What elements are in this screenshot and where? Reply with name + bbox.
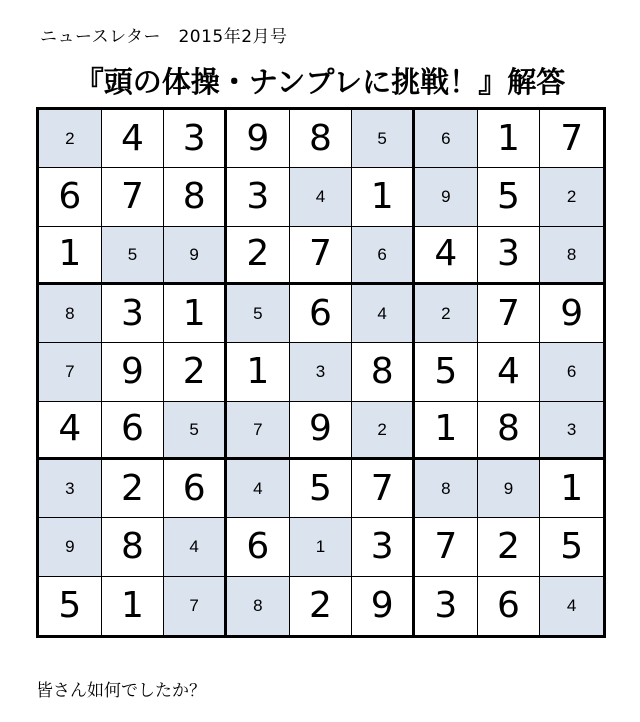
sudoku-cell [540,168,603,226]
given-digit: 1 [315,537,326,557]
sudoku-cell [227,168,290,226]
sudoku-cell [164,577,227,635]
answer-digit: 3 [246,175,270,217]
sudoku-cell [415,285,478,343]
sudoku-cell [478,343,541,401]
answer-digit: 3 [121,292,144,334]
given-digit: 3 [315,362,326,382]
sudoku-cell [352,227,415,285]
given-digit: 2 [65,129,75,149]
answer-digit: 8 [497,408,520,450]
sudoku-cell [352,402,415,460]
sudoku-cell [164,285,227,343]
answer-digit: 2 [121,467,144,509]
sudoku-cell [540,577,603,635]
answer-digit: 7 [121,175,144,217]
answer-digit: 1 [58,233,82,275]
sudoku-cell [164,460,227,518]
sudoku-cell [39,577,102,635]
answer-digit: 3 [497,233,520,275]
given-digit: 9 [65,537,75,557]
sudoku-cell [415,577,478,635]
answer-digit: 8 [121,525,144,567]
sudoku-cell [540,343,603,401]
sudoku-cell [352,110,415,168]
page-title: 『頭の体操・ナンプレに挑戦！』解答 [74,65,566,99]
answer-digit: 6 [121,408,144,450]
answer-digit: 7 [370,467,394,509]
sudoku-cell [227,343,290,401]
sudoku-cell [102,285,165,343]
answer-digit: 9 [246,117,270,159]
sudoku-cell [290,227,353,285]
answer-digit: 7 [560,117,584,159]
given-digit: 6 [377,244,387,264]
sudoku-cell [227,110,290,168]
answer-digit: 8 [309,117,332,159]
answer-digit: 1 [182,292,206,334]
given-digit: 4 [253,479,263,499]
sudoku-cell [102,227,165,285]
answer-digit: 5 [497,175,520,217]
answer-digit: 6 [497,584,520,626]
given-digit: 4 [189,537,199,557]
sudoku-cell [352,460,415,518]
sudoku-cell [164,402,227,460]
sudoku-answer-grid [36,107,606,638]
sudoku-cell [39,518,102,576]
sudoku-cell [164,518,227,576]
given-digit: 5 [189,419,199,439]
answer-digit: 9 [370,584,394,626]
answer-digit: 9 [309,408,332,450]
sudoku-cell [352,343,415,401]
given-digit: 2 [377,419,387,439]
given-digit: 5 [127,244,138,264]
sudoku-cell [415,402,478,460]
answer-digit: 4 [58,408,82,450]
sudoku-cell [478,227,541,285]
closing-message: 皆さん如何でしたか？ [36,681,206,701]
sudoku-cell [540,402,603,460]
sudoku-cell [352,168,415,226]
sudoku-cell [540,227,603,285]
given-digit: 8 [566,244,577,264]
answer-digit: 6 [309,292,332,334]
sudoku-cell [478,460,541,518]
answer-digit: 1 [370,175,394,217]
sudoku-cell [290,343,353,401]
answer-digit: 8 [182,175,206,217]
sudoku-cell [227,285,290,343]
sudoku-cell [540,110,603,168]
given-digit: 2 [441,304,451,324]
answer-digit: 1 [246,350,270,392]
sudoku-cell [290,518,353,576]
answer-digit: 5 [560,525,584,567]
sudoku-cell [102,168,165,226]
sudoku-cell [478,285,541,343]
sudoku-cell [290,577,353,635]
sudoku-cell [227,402,290,460]
given-digit: 3 [65,479,75,499]
answer-digit: 9 [121,350,144,392]
given-digit: 8 [253,596,263,616]
answer-digit: 9 [560,292,584,334]
given-digit: 8 [441,479,451,499]
sudoku-cell [415,518,478,576]
answer-digit: 6 [58,175,82,217]
given-digit: 5 [377,129,387,149]
sudoku-cell [39,402,102,460]
given-digit: 4 [377,304,387,324]
answer-digit: 4 [121,117,144,159]
answer-digit: 4 [497,350,520,392]
answer-digit: 7 [497,292,520,334]
answer-digit: 3 [370,525,394,567]
answer-digit: 6 [246,525,270,567]
sudoku-cell [478,402,541,460]
sudoku-cell [478,110,541,168]
sudoku-cell [39,168,102,226]
sudoku-cell [540,518,603,576]
sudoku-cell [227,460,290,518]
sudoku-cell [478,577,541,635]
sudoku-cell [164,168,227,226]
answer-digit: 2 [246,233,270,275]
sudoku-cell [102,518,165,576]
sudoku-cell [164,227,227,285]
sudoku-cell [102,343,165,401]
sudoku-cell [352,518,415,576]
given-digit: 3 [566,419,577,439]
answer-digit: 3 [434,584,458,626]
sudoku-cell [164,110,227,168]
answer-digit: 5 [434,350,458,392]
given-digit: 4 [315,187,326,207]
answer-digit: 2 [182,350,206,392]
given-digit: 2 [566,187,577,207]
given-digit: 6 [441,129,451,149]
sudoku-cell [290,402,353,460]
sudoku-cell [102,460,165,518]
sudoku-cell [164,343,227,401]
sudoku-cell [415,168,478,226]
given-digit: 4 [566,596,577,616]
answer-digit: 2 [309,584,332,626]
sudoku-cell [290,285,353,343]
sudoku-cell [478,518,541,576]
sudoku-cell [39,343,102,401]
newsletter-issue-label: ニュースレター 2015年2月号 [40,27,288,47]
sudoku-cell [227,577,290,635]
sudoku-cell [227,518,290,576]
answer-digit: 1 [497,117,520,159]
answer-digit: 6 [182,467,206,509]
given-digit: 7 [189,596,199,616]
sudoku-cell [39,285,102,343]
answer-digit: 2 [497,525,520,567]
sudoku-cell [540,285,603,343]
sudoku-cell [352,285,415,343]
given-digit: 8 [65,304,75,324]
answer-digit: 8 [370,350,394,392]
sudoku-cell [290,460,353,518]
sudoku-cell [415,460,478,518]
given-digit: 9 [189,244,199,264]
answer-digit: 4 [434,233,458,275]
given-digit: 7 [253,419,263,439]
sudoku-cell [540,460,603,518]
answer-digit: 1 [434,408,458,450]
answer-digit: 7 [434,525,458,567]
sudoku-cell [102,402,165,460]
answer-digit: 7 [309,233,332,275]
sudoku-cell [102,577,165,635]
sudoku-cell [415,343,478,401]
answer-digit: 5 [309,467,332,509]
sudoku-cell [290,168,353,226]
answer-digit: 1 [121,584,144,626]
sudoku-cell [102,110,165,168]
given-digit: 5 [253,304,263,324]
sudoku-cell [415,110,478,168]
given-digit: 7 [65,362,75,382]
sudoku-cell [478,168,541,226]
sudoku-cell [39,460,102,518]
sudoku-cell [227,227,290,285]
sudoku-cell [352,577,415,635]
answer-digit: 5 [58,584,82,626]
sudoku-cell [415,227,478,285]
answer-digit: 1 [560,467,584,509]
given-digit: 9 [503,479,514,499]
sudoku-cell [39,227,102,285]
given-digit: 9 [441,187,451,207]
answer-digit: 3 [182,117,206,159]
sudoku-cell [39,110,102,168]
given-digit: 6 [566,362,577,382]
sudoku-cell [290,110,353,168]
